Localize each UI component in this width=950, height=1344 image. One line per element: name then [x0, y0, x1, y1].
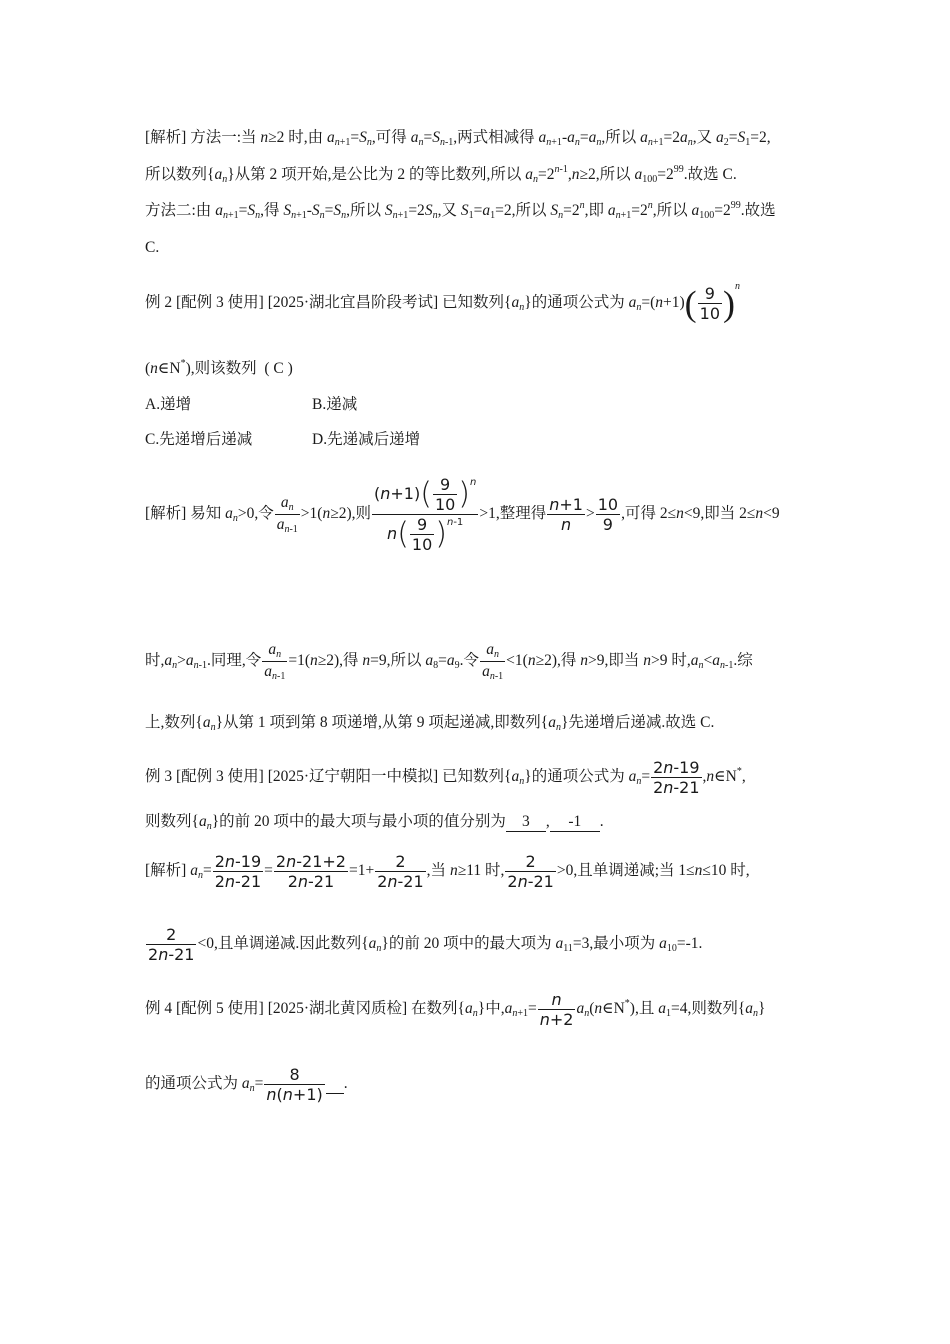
example-2-answer: ( C ) — [264, 360, 293, 377]
example-2-analysis-line3: 上,数列{an}从第 1 项到第 8 项递增,从第 9 项起递减,即数列{an}先递增后递减.故选 C. — [145, 714, 715, 733]
solution-method-one-line1: [解析] 方法一:当 n≥2 时,由 an+1=Sn,可得 an=Sn-1,两式相减得 an+1-an=an,所以 an+1=2an,又 a2=S1=2, — [145, 129, 771, 148]
example-3-stem: 例 3 [配例 3 使用] [2025·辽宁朝阳一中模拟] 已知数列{an}的通项公式为 an= $\frac{2n-19}{2n-21}$ ,n∈N*, — [145, 758, 746, 797]
example-4-stem: 例 4 [配例 5 使用] [2025·湖北黄冈质检] 在数列{an}中,an+1= $\frac{n}{n+2}$ an(n∈N*),且 a1=4,则数列{an} — [145, 990, 766, 1029]
example-3-analysis-line1: [解析] an= $\frac{2n-19}{2n-21}$ = $\frac{2n-21+2}{2n-21}$ =1+ $\frac{2}{2n-21}$ ,当 n≥11 时, $\frac{2}{2n-21}$ >0,且单调递减;当 1≤n≤10 时, — [145, 852, 750, 891]
option-a: A.递增 — [145, 396, 192, 413]
example-2-stem-line2: (n∈N*),则该数列 ( C ) — [145, 358, 293, 377]
example-4-answer: $\frac{8}{n(n+1)}$ — [266, 1065, 323, 1104]
example-2-analysis-line1: [解析] 易知 an>0,令 $\frac{an}{an-1}$ >1(n≥2),则 (n+1)( $\frac{9}{10}$ )$^n$ n( $\frac{9}{10}$ )$^{n-1}$ >1,整理得 $\frac{n+1}{n}$ > $\frac{10}{9}$ ,可得 2≤n<9,即当 2≤n<9 — [145, 475, 780, 554]
option-c: C.先递增后递减 — [145, 431, 253, 448]
solution-method-two-line1: 方法二:由 an+1=Sn,得 Sn+1-Sn=Sn,所以 Sn+1=2Sn,又 S1=a1=2,所以 $Sn=2^n$,即 $an+1=2^n$,所以 $a100=2^{99}$.故选 — [145, 200, 776, 221]
option-d: D.先递减后递增 — [312, 431, 421, 448]
example-3-stem-line2: 则数列{an}的前 20 项中的最大项与最小项的值分别为 3 , -1 . — [145, 813, 604, 832]
solution-method-one-line2: 所以数列{an}从第 2 项开始,是公比为 2 的等比数列,所以 $an=2^{n-1},n\ge 2$,所以 $a100=2^{99}$.故选 C. — [145, 164, 737, 185]
option-b: B.递减 — [312, 396, 358, 413]
example-4-stem-line2: 的通项公式为 an= $\frac{8}{n(n+1)}$ . — [145, 1065, 348, 1104]
example-2-analysis-line2: 时,an>an-1.同理,令 $\frac{an}{an-1}$ =1(n≥2),得 n=9,所以 a8=a9.令 $\frac{an}{an-1}$ <1(n≥2),得 n>9,即当 n>9 时,an<an-1.综 — [145, 641, 753, 682]
answer-blank-min: -1 — [550, 813, 600, 832]
example-2-stem: 例 2 [配例 3 使用] [2025·湖北宜昌阶段考试] 已知数列{an}的通项公式为 an=(n+1)( $\frac{9}{10}$ )$^n$ — [145, 281, 740, 324]
answer-blank-max: 3 — [506, 813, 546, 832]
solution-method-two-line2: C. — [145, 239, 160, 256]
example-3-analysis-line2: $\frac{2}{2n-21}$ <0,且单调递减.因此数列{an}的前 20 项中的最大项为 a11=3,最小项为 a10=-1. — [148, 925, 703, 964]
